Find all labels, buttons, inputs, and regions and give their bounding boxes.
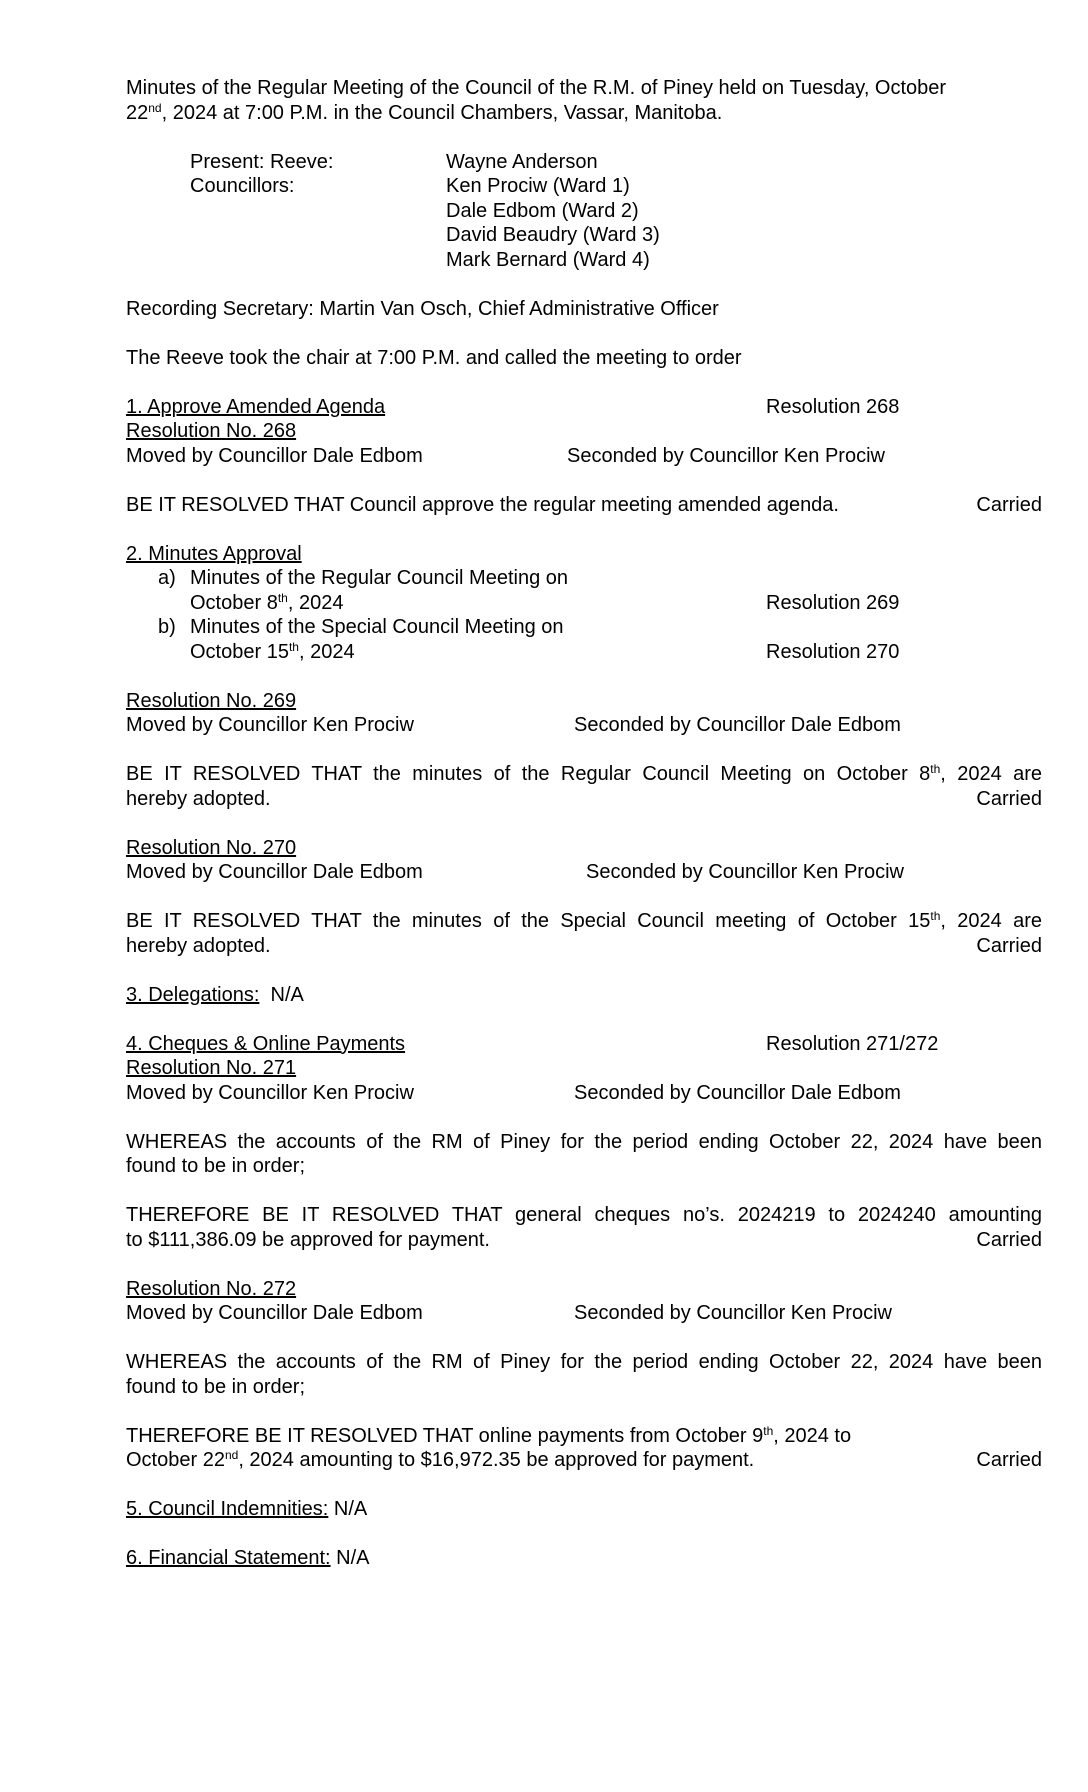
resolution-number: Resolution No. 272 (126, 1277, 297, 1300)
councillor-name: Dale Edbom (Ward 2) (446, 199, 639, 222)
moved-by: Moved by Councillor Dale Edbom (126, 861, 423, 883)
section-heading: 3. Delegations: (126, 983, 260, 1006)
motion-row (126, 1081, 1042, 1106)
resolution-number: Resolution No. 270 (126, 836, 297, 859)
whereas-text: WHEREAS the accounts of the RM of Piney for the period ending October 22, 2024 have been (126, 1351, 1042, 1373)
motion-row (126, 860, 1042, 885)
seconded-by: Seconded by Councillor Ken Prociw (586, 861, 904, 883)
section-1-heading-row (126, 395, 1042, 420)
seconded-by: Seconded by Councillor Dale Edbom (574, 714, 901, 736)
therefore-text: THEREFORE BE IT RESOLVED THAT online payments from October 9th, 2024 to (126, 1423, 852, 1447)
therefore-text: to $111,386.09 be approved for payment. (126, 1228, 490, 1251)
attendance-list (190, 150, 1042, 273)
section-heading: 2. Minutes Approval (126, 542, 302, 565)
seconded-by: Seconded by Councillor Dale Edbom (574, 1081, 901, 1104)
resolution-text-row (126, 493, 1042, 518)
section-heading: 6. Financial Statement: (126, 1547, 331, 1569)
councillor-name: Ken Prociw (Ward 1) (446, 175, 630, 197)
resolution-text: BE IT RESOLVED THAT the minutes of the Regular Council Meeting on October 8th, 2024 are (126, 762, 1042, 785)
recording-secretary: Recording Secretary: Martin Van Osch, Chief Administrative Officer (126, 297, 719, 320)
resolution-text: hereby adopted. (126, 934, 271, 957)
carried-status: Carried (976, 787, 1042, 810)
whereas-text: found to be in order; (126, 1155, 306, 1177)
carried-status: Carried (976, 934, 1042, 957)
section-heading: 1. Approve Amended Agenda (126, 395, 386, 418)
seconded-by: Seconded by Councillor Ken Prociw (574, 1302, 892, 1324)
carried-status: Carried (976, 1449, 1042, 1471)
moved-by: Moved by Councillor Dale Edbom (126, 1302, 423, 1324)
reeve-name: Wayne Anderson (446, 150, 598, 173)
resolution-number: Resolution No. 271 (126, 1057, 297, 1079)
item-text: Minutes of the Special Council Meeting on (190, 616, 564, 638)
resolution-number: Resolution No. 269 (126, 689, 297, 712)
moved-by: Moved by Councillor Ken Prociw (126, 714, 414, 736)
section-value: N/A (270, 983, 304, 1006)
section-value: N/A (333, 1498, 368, 1520)
header-line-1: Minutes of the Regular Meeting of the Council of the R.M. of Piney held on Tuesday, October (126, 77, 947, 99)
whereas-text: WHEREAS the accounts of the RM of Piney for the period ending October 22, 2024 have been (126, 1130, 1042, 1153)
whereas-text: found to be in order; (126, 1375, 306, 1398)
section-value: N/A (336, 1547, 370, 1569)
councillor-name: David Beaudry (Ward 3) (446, 224, 660, 246)
carried-status: Carried (976, 493, 1042, 516)
motion-row (126, 444, 1042, 469)
item-date: October 8th, 2024 (190, 590, 344, 614)
section-5 (126, 1497, 1042, 1522)
section-4-heading-row (126, 1032, 1042, 1057)
item-date: October 15th, 2024 (190, 639, 355, 663)
reeve-label: Present: Reeve: (190, 150, 334, 173)
therefore-text: THEREFORE BE IT RESOLVED THAT general cheques no’s. 2024219 to 2024240 amounting (126, 1204, 1042, 1226)
resolution-reference: Resolution 269 (766, 591, 900, 614)
councillors-label: Councillors: (190, 175, 295, 197)
motion-row (126, 1301, 1042, 1326)
header-line-2: 22nd, 2024 at 7:00 P.M. in the Council Chambers, Vassar, Manitoba. (126, 100, 723, 124)
therefore-text: October 22nd, 2024 amounting to $16,972.35 be approved for payment. (126, 1448, 755, 1471)
councillor-name: Mark Bernard (Ward 4) (446, 248, 650, 271)
item-text: Minutes of the Regular Council Meeting on (190, 567, 568, 589)
minutes-item-b (126, 615, 1042, 640)
section-heading: 5. Council Indemnities: (126, 1498, 329, 1520)
resolution-number: Resolution No. 268 (126, 420, 297, 442)
resolution-reference: Resolution 270 (766, 640, 900, 663)
minutes-page (126, 76, 1042, 1571)
motion-row (126, 713, 1042, 738)
moved-by: Moved by Councillor Dale Edbom (126, 444, 423, 467)
chair-statement: The Reeve took the chair at 7:00 P.M. and called the meeting to order (126, 346, 742, 369)
seconded-by: Seconded by Councillor Ken Prociw (567, 444, 885, 467)
minutes-item-a (126, 566, 1042, 591)
item-label: b) (158, 616, 176, 638)
resolution-reference: Resolution 268 (766, 395, 900, 418)
carried-status: Carried (976, 1228, 1042, 1251)
item-label: a) (158, 567, 176, 589)
resolution-text: hereby adopted. (126, 787, 271, 810)
section-6 (126, 1546, 1042, 1571)
resolution-text: BE IT RESOLVED THAT the minutes of the Special Council meeting of October 15th, 2024 are (126, 909, 1042, 932)
moved-by: Moved by Councillor Ken Prociw (126, 1081, 414, 1104)
section-3 (126, 983, 1042, 1008)
resolution-reference: Resolution 271/272 (766, 1032, 939, 1055)
resolution-text: BE IT RESOLVED THAT Council approve the regular meeting amended agenda. (126, 493, 839, 516)
section-heading: 4. Cheques & Online Payments (126, 1032, 406, 1055)
